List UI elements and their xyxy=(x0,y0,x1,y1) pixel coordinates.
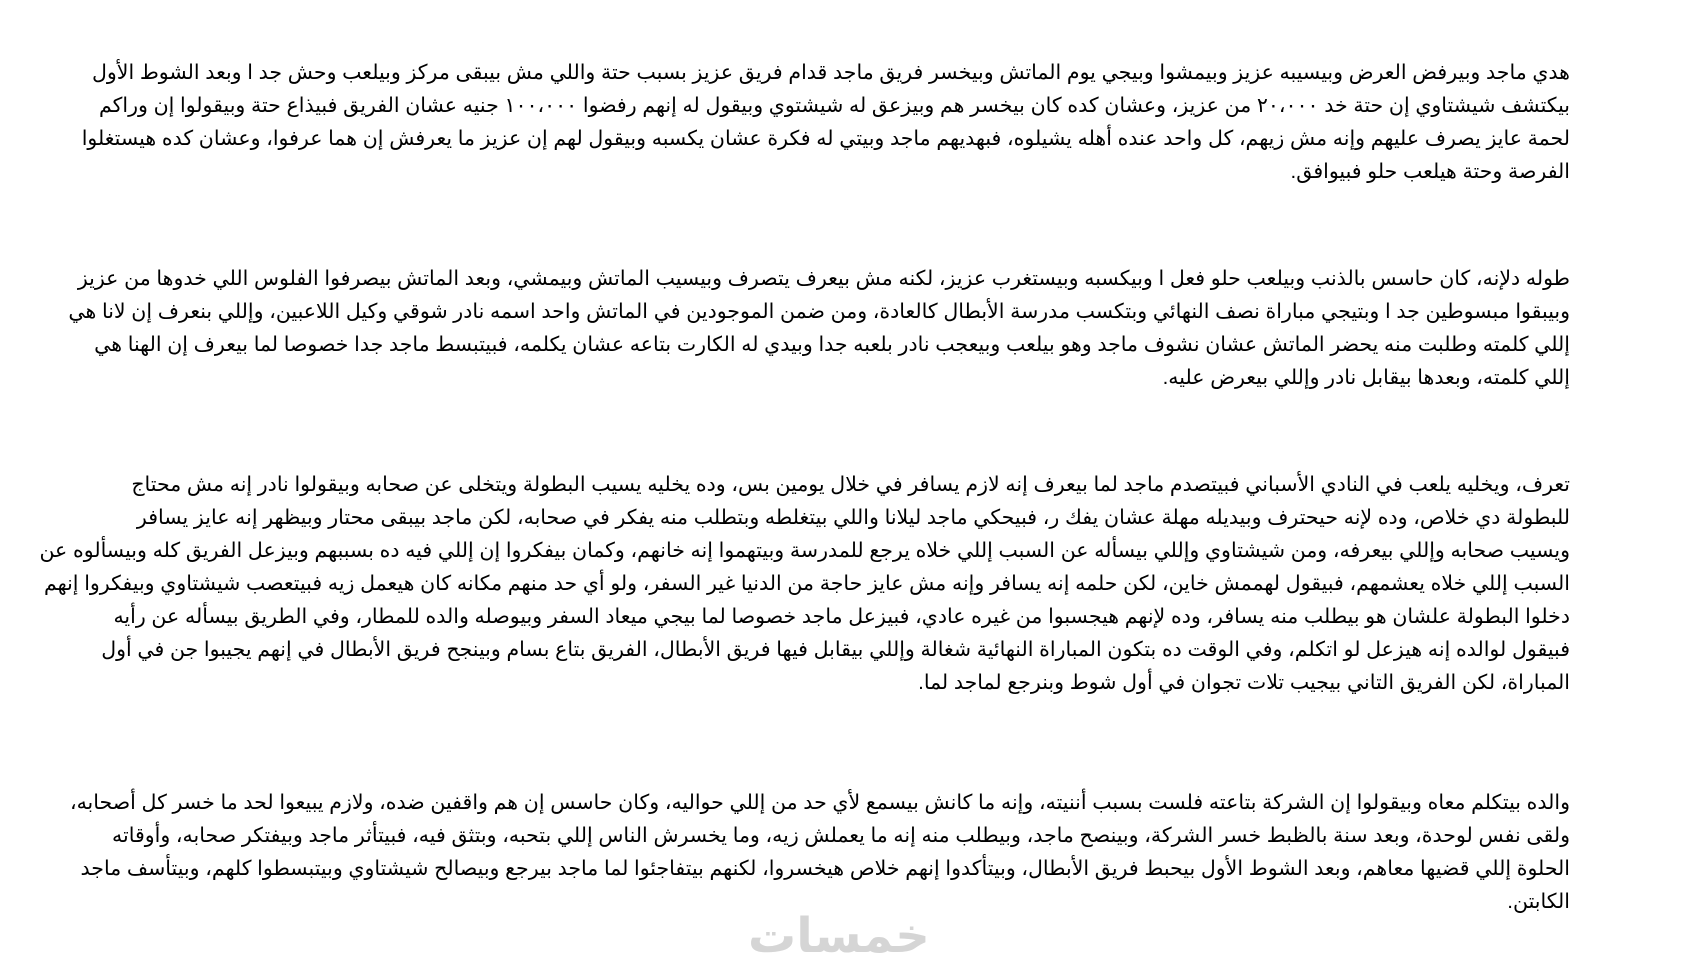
paragraph-4 xyxy=(40,786,1570,918)
paragraph-line: ويسيب صحابه وإللي بيعرفه، ومن شيشتاوي وإللي بيسأله عن السبب إللي خلاه يرجع للمدرسة وبيتهموا إنه خانهم، وكمان بيفكروا إن إللي فيه ده بسببهم وبيزعل الفريق كله وبيسألوه عن xyxy=(39,539,1570,562)
paragraph-line: السبب إللي خلاه يعشمهم، فبيقول لهممش خاين، لكن حلمه إنه يسافر وإنه مش عايز حاجة من الدنيا غير السفر، ولو أي حد منهم مكانه كان هيعمل زيه فبيتعصب شيشتاوي وبيفكروا إنهم xyxy=(44,572,1570,595)
paragraph-line: الكابتن. xyxy=(1507,890,1570,913)
paragraph-line: لحمة عايز يصرف عليهم وإنه مش زيهم، كل واحد عنده أهله يشيلوه، فبهديهم ماجد وبيتي له فكرة عشان يكسبه وبيقول لهم إن عزيز ما يعرفش إن هما عرفوا، وعشان كده هيستغلوا xyxy=(81,127,1570,150)
paragraph-1 xyxy=(40,56,1570,188)
paragraph-line: هدي ماجد وبيرفض العرض وبيسيبه عزيز وبيمشوا وبيجي يوم الماتش وبيخسر فريق ماجد قدام فريق عزيز بسبب حتة واللي مش بيبقى مركز وبيلعب وحش جد ا وبعد الشوط الأول xyxy=(91,61,1570,84)
watermark-logo: خمسات xyxy=(748,908,930,964)
paragraph-line: تعرف، ويخليه يلعب في النادي الأسباني فبيتصدم ماجد لما بيعرف إنه لازم يسافر في خلال يومين بس، وده يخليه يسيب البطولة ويتخلى عن صحابه وبيقولوا نادر إنه مش محتاج xyxy=(131,473,1570,496)
paragraph-line: الحلوة إللي قضيها معاهم، وبعد الشوط الأول بيحبط فريق الأبطال، وبيتأكدوا إنهم خلاص هيخسروا، لكنهم بيتفاجئوا لما ماجد بيرجع وبيصالح شيشتاوي وبيتبسطوا كلهم، وبيتأسف ماجد xyxy=(80,857,1570,880)
paragraph-line: إللي كلمته وطلبت منه يحضر الماتش عشان نشوف ماجد وهو بيلعب وبيعجب نادر بلعبه جدا وبيدي له الكارت بتاعه عشان يكلمه، فبيتبسط ماجد جدا خصوصا لما بيعرف إن الهنا هي xyxy=(94,333,1570,356)
paragraph-3 xyxy=(40,468,1570,699)
paragraph-line: المباراة، لكن الفريق التاني بيجيب تلات تجوان في أول شوط وبنرجع لماجد لما. xyxy=(918,671,1570,694)
paragraph-2 xyxy=(40,262,1570,394)
paragraph-line: وبيبقوا مبسوطين جد ا وبتيجي مباراة نصف النهائي وبتكسب مدرسة الأبطال كالعادة، ومن ضمن الموجودين في الماتش واحد اسمه نادر شوقي وكيل اللاعبين، وإللي بنعرف إن لانا هي xyxy=(68,300,1570,323)
paragraph-line: إللي كلمته، وبعدها بيقابل نادر وإللي بيعرض عليه. xyxy=(1162,366,1570,389)
paragraph-line: والده بيتكلم معاه وبيقولوا إن الشركة بتاعته فلست بسبب أننيته، وإنه ما كانش بيسمع لأي حد من إللي حواليه، وكان حاسس إن هم واقفين ضده، ولازم يبيعوا لحد ما خسر كل أصحابه، xyxy=(69,791,1570,814)
paragraph-line: الفرصة وحتة هيلعب حلو فبيوافق. xyxy=(1290,160,1570,183)
paragraph-line: بيكتشف شيشتاوي إن حتة خد ٢٠،٠٠٠ من عزيز، وعشان كده كان بيخسر هم وبيزعق له شيشتوي وبيقول له إنهم رفضوا ١٠٠،٠٠٠ جنيه عشان الفريق فبيذاع حتة وبيقولوا إن وراكم xyxy=(98,94,1570,117)
paragraph-line: فبيقول لوالده إنه هيزعل لو اتكلم، وفي الوقت ده بتكون المباراة النهائية شغالة وإللي بيقابل فيها فريق الأبطال، الفريق بتاع بسام وبينجح فريق الأبطال في إنهم يجيبوا جن في أول xyxy=(101,638,1570,661)
paragraph-line: دخلوا البطولة علشان هو بيطلب منه يسافر، وده لإنهم هيجسبوا من غيره عادي، فبيزعل ماجد خصوصا لما بيجي ميعاد السفر وبيوصله والده للمطار، وفي الطريق بيسأله عن رأيه xyxy=(113,605,1570,628)
paragraph-line: طوله دلإنه، كان حاسس بالذنب وبيلعب حلو فعل ا وبيكسبه وبيستغرب عزيز، لكنه مش بيعرف يتصرف وبيسيب الماتش وبيمشي، وبعد الماتش بيصرفوا الفلوس اللي خدوها من عزيز xyxy=(77,267,1570,290)
paragraph-line: للبطولة دي خلاص، وده لإنه حيحترف وبيديله مهلة عشان يفك ر، فبيحكي ماجد ليلانا واللي بيتغلطه وبتطلب منه يفكر في صحابه، لكن ماجد بيبقى محتار وبيظهر إنه عايز يسافر xyxy=(136,506,1570,529)
paragraph-line: ولقى نفس لوحدة، وبعد سنة بالظبط خسر الشركة، وبينصح ماجد، وبيطلب منه إنه ما يعملش زيه، وما يخسرش الناس إللي بتحبه، وبتثق فيه، فبيتأثر ماجد وبيفتكر صحابه، وأوقاته xyxy=(112,824,1570,847)
